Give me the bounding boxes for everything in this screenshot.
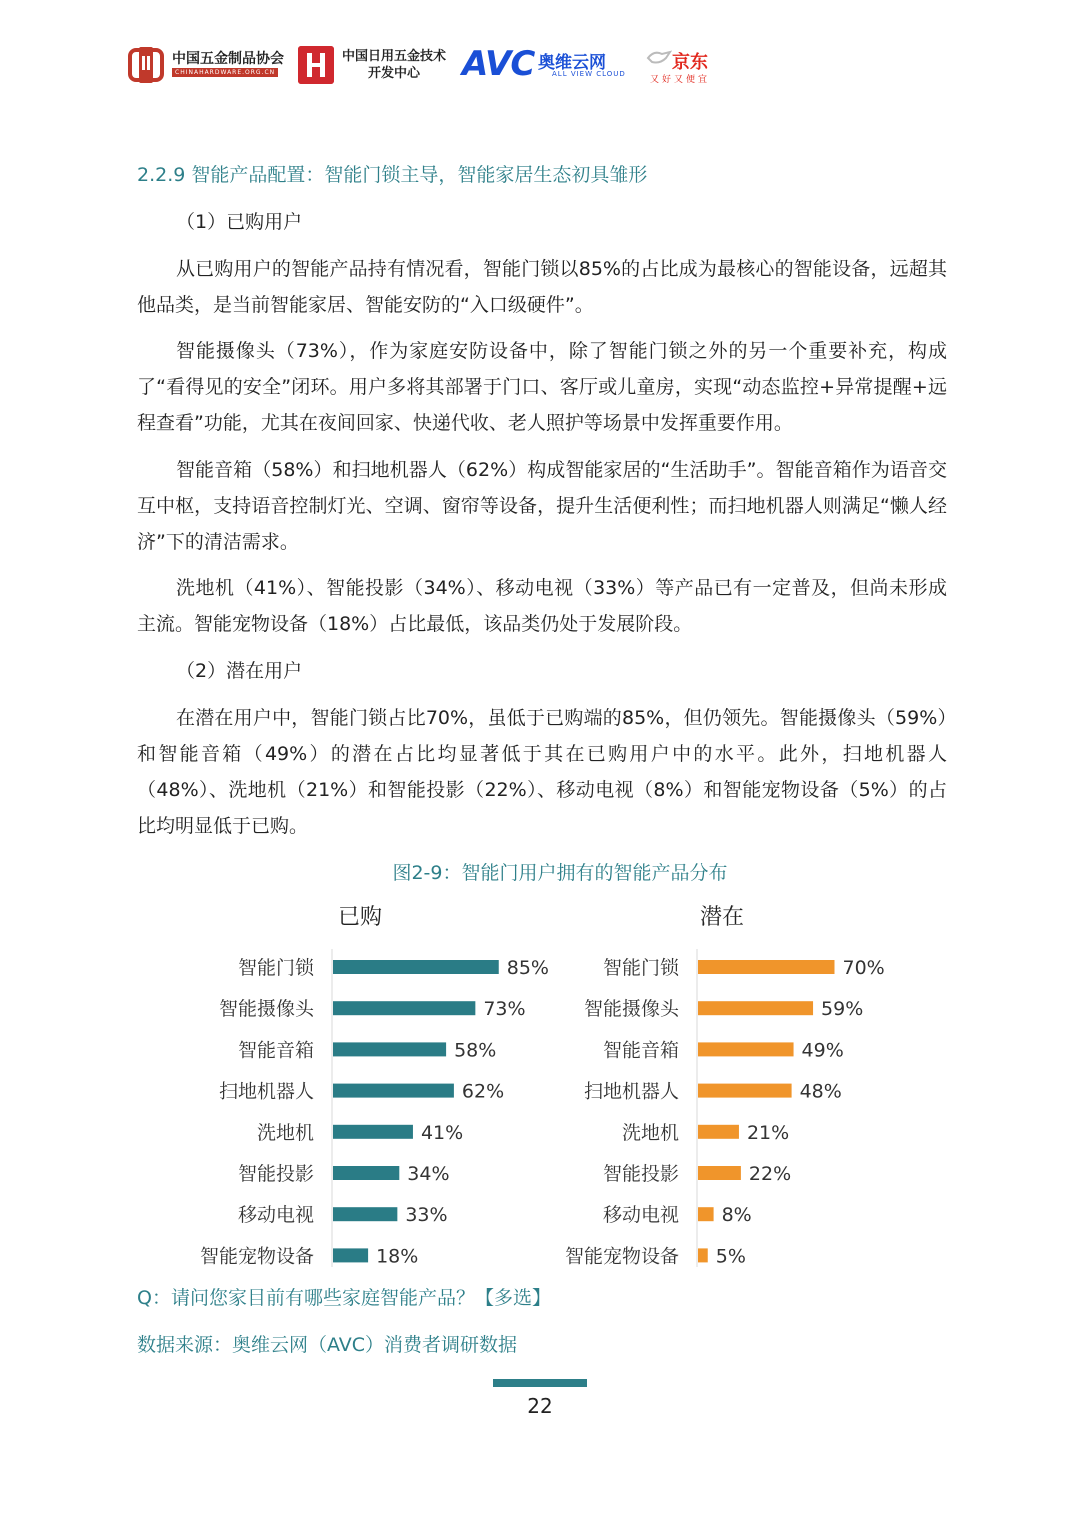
bar (333, 1084, 454, 1098)
avc-logo-cn: 奥维云网 (538, 53, 606, 73)
paragraph-4: 洗地机（41%）、智能投影（34%）、移动电视（33%）等产品已有一定普及，但尚未形成主流。智能宠物设备（18%）占比最低，该品类仍处于发展阶段。 (137, 577, 947, 635)
daily-hardware-center-logo-icon (298, 46, 334, 84)
subheading-purchased: （1）已购用户 (176, 211, 303, 233)
value-label: 58% (454, 1039, 497, 1062)
category-label: 智能宠物设备 (199, 1245, 314, 1268)
logo2-line1: 中国日用五金技术 (342, 49, 447, 64)
value-label: 34% (407, 1163, 450, 1185)
page-number-bar (493, 1379, 587, 1387)
category-label: 扫地机器人 (218, 1080, 314, 1103)
value-label: 62% (461, 1080, 505, 1103)
avc-logo-mark: AVC (462, 44, 535, 84)
category-label: 智能门锁 (602, 957, 679, 979)
jd-logo-cn: 京东 (672, 52, 708, 73)
paragraph-3: 智能音箱（58%）和扫地机器人（62%）构成智能家居的“生活助手”。智能音箱作为语音交互中枢，支持语音控制灯光、空调、窗帘等设备，提升生活便利性；而扫地机器人则满足“懒人经济”下的清洁需求。 (137, 459, 947, 553)
logo1-name: 中国五金制品协会 (172, 51, 284, 67)
chart-group-title-potential: 潜在 (700, 905, 745, 930)
bar (333, 960, 499, 974)
bar (333, 1207, 397, 1221)
bar-chart-purchased (180, 945, 560, 1275)
value-label: 22% (748, 1163, 792, 1185)
value-label: 49% (801, 1039, 844, 1062)
bar (333, 1166, 399, 1180)
header-logos (128, 40, 728, 90)
bar (698, 1248, 708, 1262)
bar (698, 960, 835, 974)
bar (333, 1042, 446, 1056)
section-title: 2.2.9 智能产品配置：智能门锁主导，智能家居生态初具雏形 (137, 164, 648, 186)
value-label: 21% (746, 1121, 790, 1144)
survey-question: Q：请问您家目前有哪些家庭智能产品？【多选】 (137, 1287, 551, 1309)
category-label: 智能摄像头 (583, 998, 679, 1021)
chart-group-title-purchased: 已购 (338, 905, 383, 930)
category-label: 智能摄像头 (218, 998, 314, 1021)
category-label: 智能宠物设备 (564, 1245, 679, 1268)
hardware-association-logo-icon (128, 46, 164, 84)
bar (698, 1084, 792, 1098)
category-label: 智能音箱 (237, 1039, 314, 1062)
paragraph-1: 从已购用户的智能产品持有情况看，智能门锁以85%的占比成为最核心的智能设备，远超其他品类，是当前智能家居、智能安防的“入口级硬件”。 (137, 258, 947, 316)
bar-chart-potential (545, 945, 925, 1275)
value-label: 59% (821, 998, 864, 1021)
avc-logo-en: ALL VIEW CLOUD (552, 70, 626, 78)
jd-logo-sub: 又好又便宜 (650, 75, 711, 85)
bar (698, 1042, 794, 1056)
category-label: 扫地机器人 (583, 1080, 679, 1103)
subheading-potential: （2）潜在用户 (176, 660, 303, 682)
category-label: 智能投影 (602, 1163, 679, 1185)
category-label: 洗地机 (621, 1121, 679, 1144)
figure-title: 图2-9：智能门用户拥有的智能产品分布 (392, 862, 728, 884)
value-label: 5% (715, 1245, 746, 1268)
category-label: 洗地机 (256, 1121, 314, 1144)
logo2-text (342, 48, 446, 82)
bar (698, 1207, 714, 1221)
category-label: 智能音箱 (602, 1039, 679, 1062)
bar (698, 1001, 813, 1015)
value-label: 48% (799, 1080, 842, 1103)
value-label: 41% (420, 1121, 464, 1144)
value-label: 70% (842, 957, 885, 979)
bar (333, 1001, 475, 1015)
bar (698, 1166, 741, 1180)
paragraph-2: 智能摄像头（73%），作为家庭安防设备中，除了智能门锁之外的另一个重要补充，构成了“看得见的安全”闭环。用户多将其部署于门口、客厅或儿童房，实现“动态监控+异常提醒+远程查看”功能，尤其在夜间回家、快递代收、老人照护等场景中发挥重要作用。 (137, 340, 947, 434)
logo2-line2: 开发中心 (368, 66, 421, 81)
bar (333, 1248, 368, 1262)
value-label: 18% (376, 1245, 419, 1268)
category-label: 移动电视 (602, 1204, 679, 1227)
data-source: 数据来源：奥维云网（AVC）消费者调研数据 (137, 1334, 518, 1356)
logo1-sub: CHINAHARDWARE.ORG.CN (172, 68, 278, 77)
page-number: 22 (527, 1394, 553, 1418)
value-label: 85% (506, 957, 549, 979)
bar (333, 1125, 413, 1139)
paragraph-5: 在潜在用户中，智能门锁占比70%，虽低于已购端的85%，但仍领先。智能摄像头（59%）和智能音箱（49%）的潜在占比均显著低于其在已购用户中的水平。此外，扫地机器人（48%）、洗地机（21%）和智能投影（22%）、移动电视（8%）和智能宠物设备（5%）的占比均明显低于已购。 (137, 707, 947, 837)
bar (698, 1125, 739, 1139)
value-label: 73% (483, 998, 526, 1021)
value-label: 8% (721, 1204, 752, 1227)
category-label: 智能门锁 (237, 957, 314, 979)
category-label: 移动电视 (237, 1204, 314, 1227)
value-label: 33% (405, 1204, 448, 1227)
category-label: 智能投影 (237, 1163, 314, 1185)
jd-dog-logo-icon (646, 48, 672, 70)
